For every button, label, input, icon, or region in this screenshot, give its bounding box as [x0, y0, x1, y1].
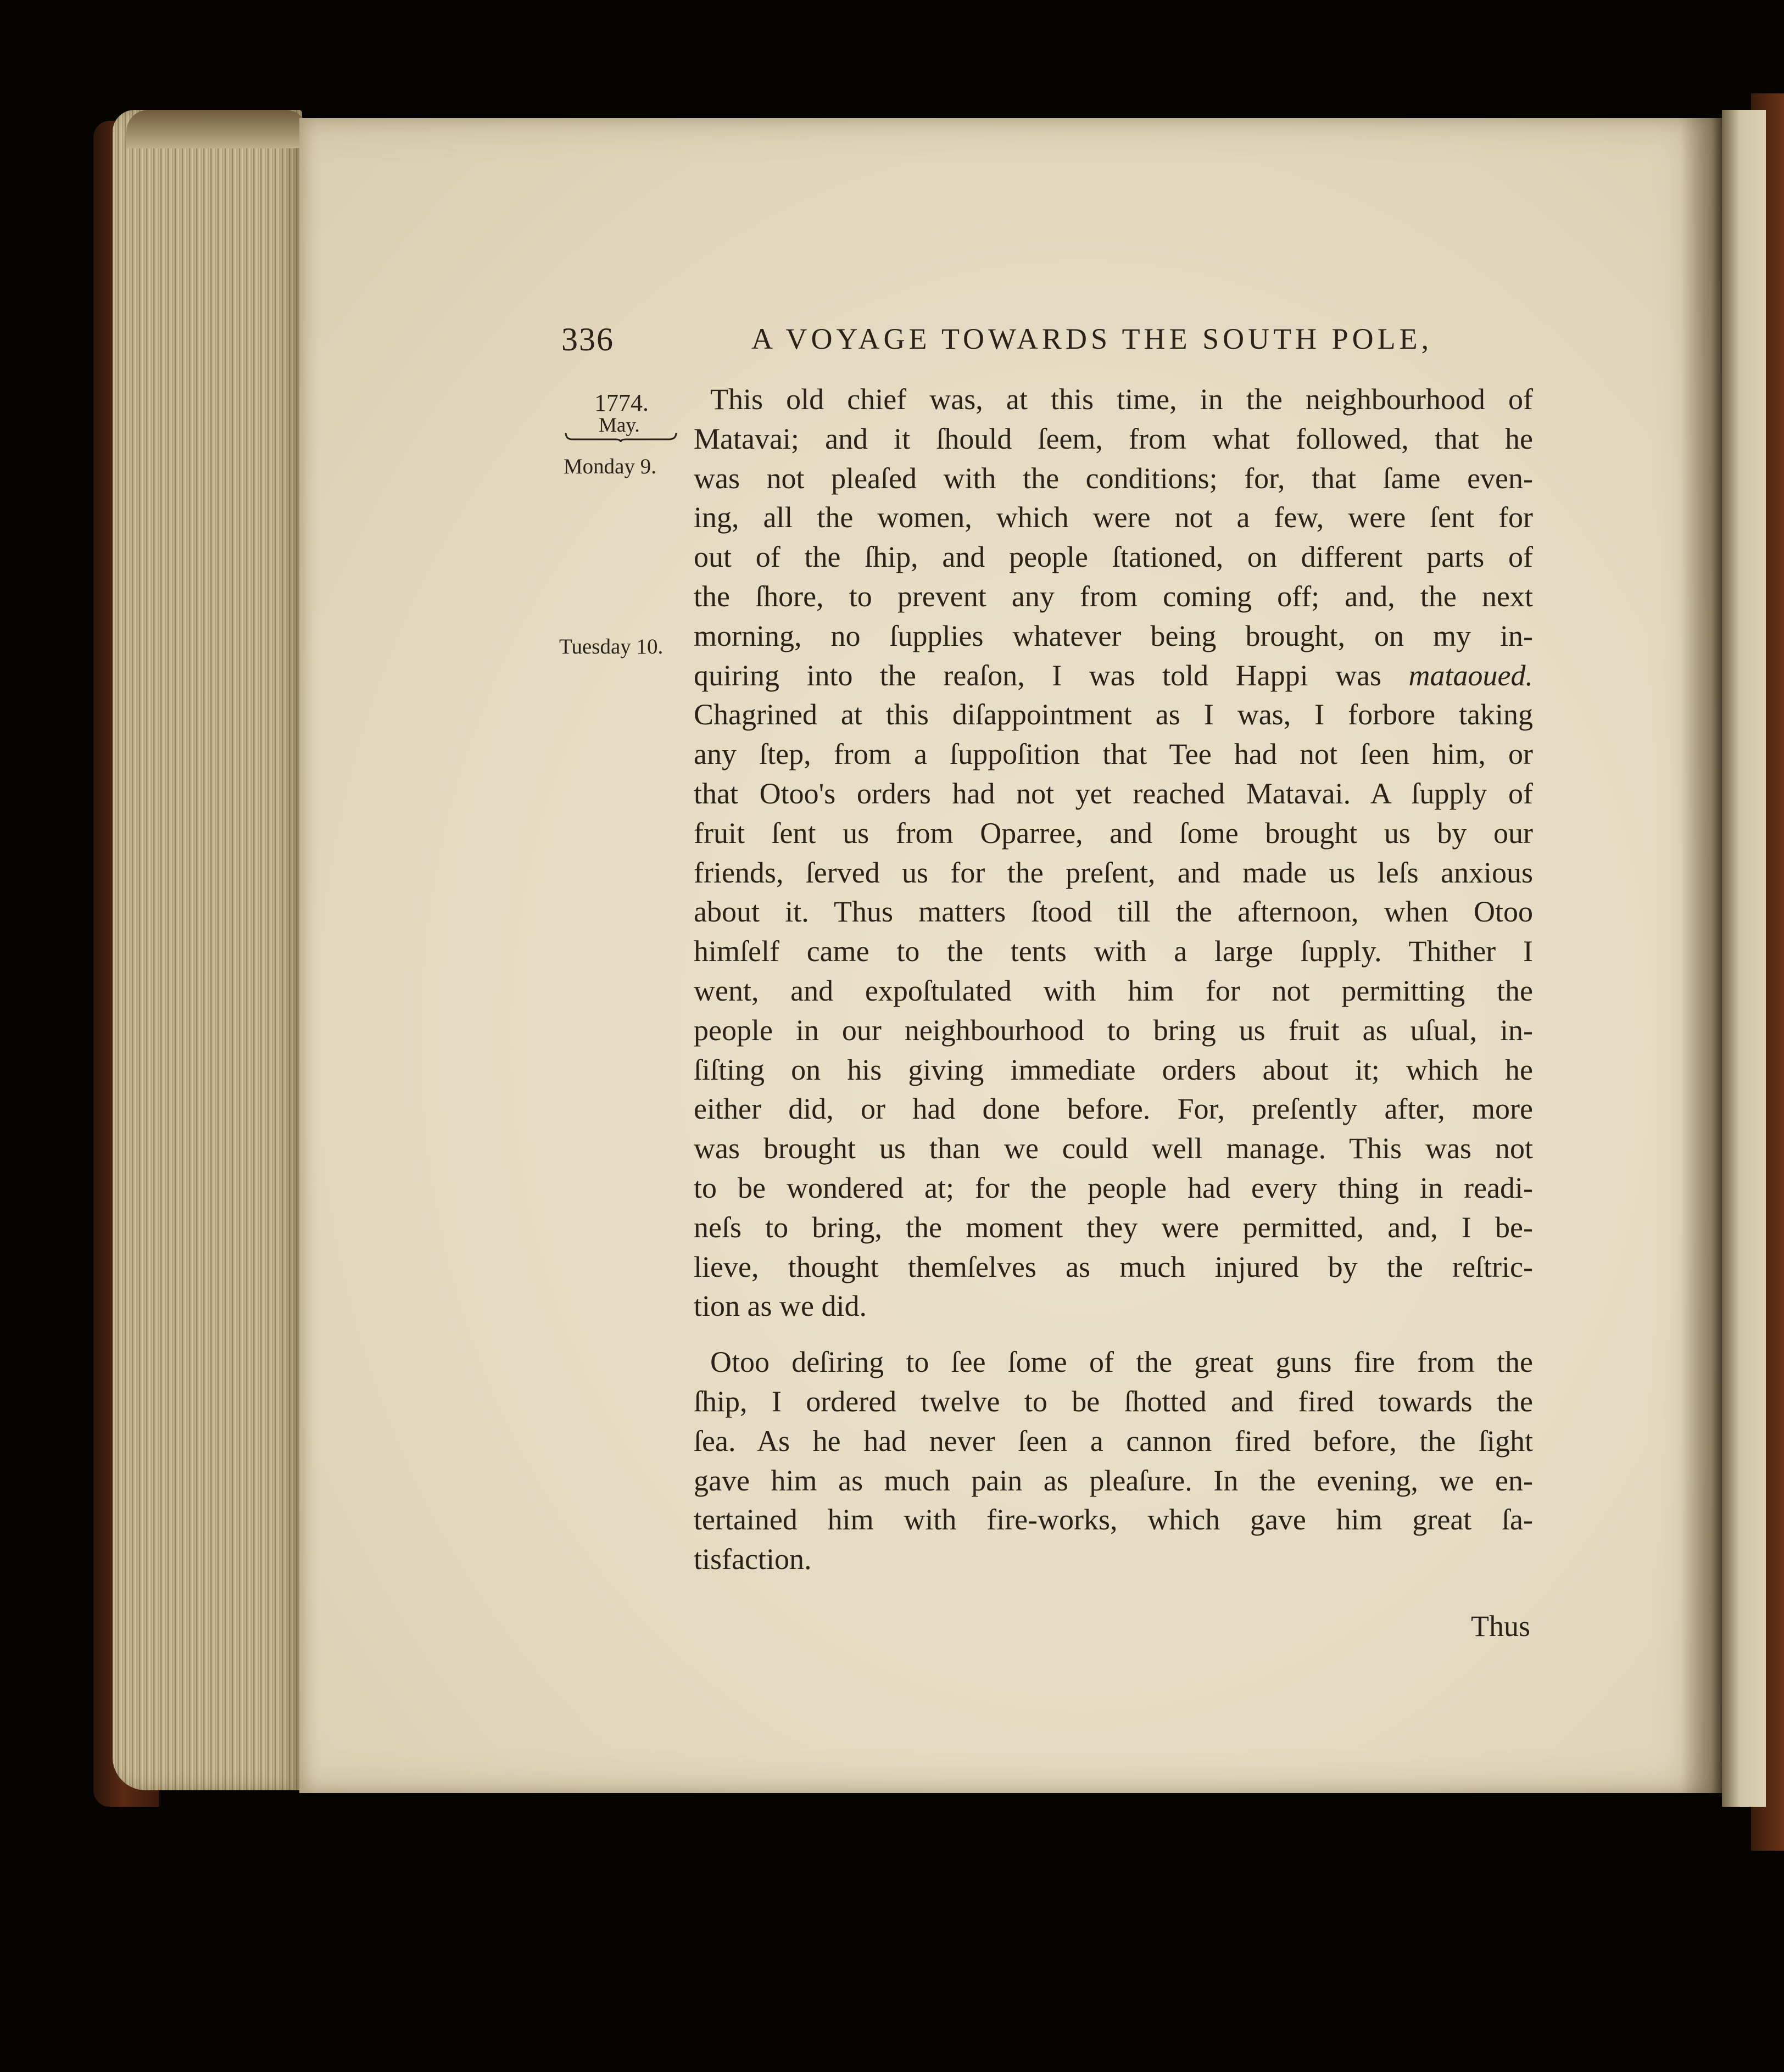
text-line: ſea. As he had never ſeen a cannon fired before, the ſight [694, 1424, 1533, 1457]
text-line: tion as we did. [694, 1289, 867, 1323]
text-line: ing, all the women, which were not a few, were ſent for [694, 501, 1533, 534]
text-line: This old chief was, at this time, in the neighbourhood of [710, 383, 1533, 416]
italic-word: mataoued. [1408, 658, 1533, 692]
paragraph-gap [694, 1326, 1533, 1343]
page-block-top [126, 110, 308, 148]
catchword: Thus [1471, 1610, 1530, 1643]
body-text [694, 380, 1533, 1579]
text-line: went, and expoſtulated with him for not permitting the [694, 974, 1533, 1007]
paragraph-1 [694, 380, 1533, 1326]
text-line: lieve, thought themſelves as much injured by the reſtric- [694, 1250, 1533, 1283]
text-line: was brought us than we could well manage. This was not [694, 1132, 1533, 1165]
text-line: to be wondered at; for the people had every thing in readi- [694, 1171, 1533, 1204]
text-line: people in our neighbourhood to bring us fruit as uſual, in- [694, 1013, 1533, 1047]
text-line: tisfaction. [694, 1543, 812, 1576]
text-line: either did, or had done before. For, preſently after, more [694, 1092, 1533, 1126]
text-line: tertained him with fire-works, which gave him great ſa- [694, 1503, 1533, 1537]
text-line: morning, no ſupplies whatever being brought, on my in- [694, 619, 1533, 652]
text-line: the ſhore, to prevent any from coming off; and, the next [694, 579, 1533, 613]
right-page-sliver [1722, 110, 1766, 1807]
text-line: himſelf came to the tents with a large ſupply. Thither I [694, 935, 1533, 968]
text-line-with-italic [694, 656, 1533, 696]
text-line: fruit ſent us from Oparree, and ſome brought us by our [694, 816, 1533, 850]
text-line: Chagrined at this diſappointment as I was, I forbore taking [694, 698, 1533, 731]
text-line: Matavai; and it ſhould ſeem, from what followed, that he [694, 422, 1533, 455]
text-line: ſiſting on his giving immediate orders about it; which he [694, 1053, 1533, 1086]
margin-note-year: 1774. [594, 389, 649, 416]
text-line: was not pleaſed with the conditions; for, that ſame even- [694, 461, 1533, 495]
text-line: gave him as much pain as pleaſure. In the evening, we en- [694, 1464, 1533, 1497]
margin-note-monday: Monday 9. [564, 455, 656, 478]
text-line: about it. Thus matters ſtood till the afternoon, when Otoo [694, 895, 1533, 929]
text-line: any ſtep, from a ſuppoſition that Tee had not ſeen him, or [694, 738, 1533, 771]
text-line-start: quiring into the reaſon, I was told Happi was [694, 658, 1382, 692]
gutter-shadow [1681, 118, 1725, 1793]
text-line: Otoo deſiring to ſee ſome of the great guns fire from the [710, 1345, 1533, 1379]
text-line: neſs to bring, the moment they were permitted, and, I be- [694, 1210, 1533, 1244]
margin-note-month: May. [599, 414, 640, 437]
text-line: out of the ſhip, and people ſtationed, on different parts of [694, 540, 1533, 574]
paragraph-2 [694, 1343, 1533, 1579]
page-number: 336 [561, 321, 614, 358]
margin-brace [565, 432, 677, 443]
text-line: friends, ſerved us for the preſent, and made us leſs anxious [694, 856, 1533, 889]
text-line: ſhip, I ordered twelve to be ſhotted and fired towards the [694, 1384, 1533, 1418]
page-block-edges [113, 110, 302, 1790]
text-line: that Otoo's orders had not yet reached Matavai. A ſupply of [694, 777, 1533, 810]
margin-note-tuesday: Tuesday 10. [559, 635, 664, 658]
running-head: A VOYAGE TOWARDS THE SOUTH POLE, [751, 322, 1433, 355]
